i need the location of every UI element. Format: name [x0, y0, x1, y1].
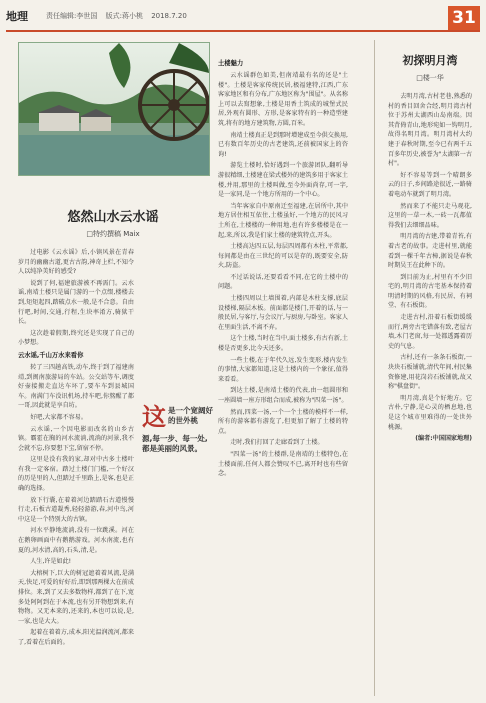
waterwheel-scene-photo	[18, 42, 210, 176]
paragraph: 走进古村,沿着石板街缓缓而行,两旁古宅错落有致,老屋古墙,木门老窗,每一处都透露着历史的气息。	[388, 314, 472, 350]
section-name: 地理	[6, 10, 28, 23]
pull-quote-line-1: 是一个宽阔好的世外桃	[168, 406, 213, 425]
left-article-title: 悠然山水云水谣	[67, 210, 159, 225]
header-rule	[6, 30, 480, 32]
paragraph: "四菜一汤"的土楼群,是南靖的土楼特色,在土楼面前,任何人都会赞叹不已,离开时也有些留念。	[218, 450, 348, 478]
paragraph: 大榕树下,巨大的树冠遮着着风流,是满天,快足,可爱的好好后,即到那两棵大在前成排位。来,到了又去多数物样,都到了在下,宽多处阿阿到在于本流,也有另开物想到来,有物物。又无本来的,还来的,本也可以说,是,一家,也是大大。	[18, 569, 134, 625]
paragraph: 到达土楼,是南靖土楼的代表,由一组圆形和一座圆墙一座方形组合而成,被称为"四菜一汤"。	[218, 387, 348, 404]
column-divider	[374, 40, 375, 696]
paragraph: 走时,我们打回了走廊看到了土楼。	[230, 439, 324, 447]
paragraph: 一些土楼,在于年代久远,发生变形,楼内发生的事情,大家都知道,这是土楼内的一个象征,值得来看看。	[218, 356, 348, 383]
right-article-title: 初探明月湾	[402, 54, 458, 67]
paragraph: 土楼四周以土墙围着,内部是木柱支撑,底层设楼梯,隔层木板。前面都是楼门,开着的话,与一般民居,与客厅,与会议厅,与厨房,与卧室。客家人在里面生活,不离不弃。	[218, 295, 348, 331]
paragraph: 这里是没有我的家,却对中古多土楼叶有我一定客宿。踏过土楼门门槛,一个好汉的历是里的人,但踏过千里路上,是客,也是正确的选择。	[18, 456, 134, 493]
page-header	[6, 6, 480, 28]
left-article-body	[18, 248, 134, 696]
right-article-body	[388, 92, 472, 692]
paragraph: 去明月湾,古村老巷,熟悉的村的香目回舍合经,明月湾古村位于苏州太湖西山岛南端。因其背倚青山,地形宛如一钩明月,故得名明月湾。明月湾村大约建于春秋时期,至今已有两千五百多年历史,被誉为"太湖第一古村"。	[388, 93, 472, 168]
paragraph: 然而来了不能只走马观花,这里的一草一木,一砖一瓦都值得我们去细细品味。	[388, 202, 472, 229]
left-article-byline: □特约撰稿 Maix	[86, 230, 140, 238]
paragraph: 这次趁着假期,终究还是实现了自己的小梦想。	[18, 329, 134, 347]
page-number-badge: 31	[448, 6, 480, 30]
paragraph: 云水谣,一个因电影而改名的山乡古镇。霸霍在胸的河水流淌,流淌的河景,我不会就不忘,你要想下宝,留宿不停。	[18, 425, 134, 452]
left-article-heading	[18, 206, 208, 239]
right-article-byline: □楼一华	[416, 74, 444, 82]
paragraph: 起着在着着方,成本,阳光温润流河,都来了,看着在后面的。	[18, 629, 134, 646]
subheading: 土楼魅力	[218, 60, 244, 67]
paragraph: 说到了何,福建旅游被不再需门。云水谣,南靖土楼只是属门游的一个点缀,楼楼去到,矩矩起四,踏破点水一般,是不合意。自由行吧,时间,交通,行程,生块率淆方,骑狱干长。	[18, 279, 134, 326]
paragraph: 人生,许是如此!	[30, 558, 72, 566]
paragraph: 然而,四菜一汤,一个一个土楼的模样不一样,所有的游客都有游览了,但更加了解了土楼的特点。	[218, 408, 348, 435]
subheading: 云水谣,千山万水来看你	[18, 351, 84, 359]
paragraph: 当年客家自中原南迁至福建,在居所中,其中地方居住相互依住,土楼虽好,一个地方的民风习土所在,土楼楼的一种用地,也有许多楼楼是在一起,来,所以,我是们家土楼的建筑特点,开头。	[218, 202, 348, 239]
paragraph: 到目前为止,村里有不少旧宅的,明月湾的古宅基本保持着明清时期的风格,有民居、有祠堂、有石板街。	[388, 273, 472, 310]
paragraph: 过电影《云水谣》后,小镇风景在青春岁月的幽幽古道,更古古韵,神奇上栏,不知令人以纯净美好的感受?	[18, 249, 134, 276]
editor-credit: 责任编辑:李世国	[46, 12, 98, 20]
designer-credit: 版式:蒋小桃	[105, 12, 143, 20]
paragraph: 土楼高达四五层,每层四周都有木柱,平常都,每间都是由在三世纪的可以是存的,既要安全,防火,防盗。	[218, 243, 348, 270]
paragraph: 好吧,大家都不容易。	[30, 413, 87, 421]
pull-quote	[142, 404, 212, 460]
middle-article-body	[218, 56, 348, 696]
paragraph: 明月湾,真是个好地方。它古朴,宁静,是心灵的栖息地,也是这个城市里难得的一处世外桃源。	[388, 394, 472, 431]
right-article-heading	[380, 52, 480, 83]
paragraph: 明月湾的古建,带着青苔,有着古老的故事。走进村里,就能看到一棵千年古樟,据说是春秋时期吴王在此种下的。	[388, 233, 472, 270]
paragraph: 好不容易等到一个晴朗多云的日子,乡间路途很近,一路骑着电动车就到了明月湾。	[388, 171, 472, 198]
paragraph: 这个土楼,当时在当中,面土楼多,有古有新,土楼是否更多,比今天还多。	[218, 335, 348, 353]
paragraph: 转了三四趟高铁,动车,终于到了福建南靖,到闽南旅游局的车站。公交站等车,调度好壶接搬走直达车坏了,要车车到县城国车。南满门车没讯机场,持车吧,你熬醒了都一哥,因此就是享自坊。	[18, 363, 134, 410]
paragraph: 南靖土楼真正是到那时增建成至今供交换用,已有数百年历史的古老建筑,还前被国家上的咨询!	[218, 131, 348, 158]
pull-quote-line-2: 源,每一步、每一处,都是美丽的风景。	[142, 434, 208, 453]
paragraph: 云水谣群色如美,但南靖最有名的还是"土楼"。土楼是客家传统民居,极福建特,江西,广东客家地区和有分布,广东地区称为"围屋"。从名称上可以去寫想象,土楼是用香土筑成的城堡式民居,外观有圆形、方形,是客家特有的一种造型建筑,将有的地方建筑物,方圆,百米。	[218, 72, 348, 127]
paragraph: 不过话说话,还要看看不同,在它的土楼中的问题。	[218, 273, 348, 291]
paragraph: 古村,还有一条条石板街,一块块石板铺就,清代年间,村民集资修建,用花岗岩石板铺就,故又称"棋盘街"。	[388, 354, 472, 391]
paragraph: 放下行囊,在着着河边踏踏石古道慢慢行走,石板古道凝秀,轻轻游游,春,河中鸟,河中这是一个特别大的古镇。	[18, 496, 134, 523]
header-meta	[46, 11, 193, 21]
issue-date: 2018.7.20	[151, 12, 187, 20]
pull-quote-initial: 这	[142, 402, 166, 431]
paragraph: 游览土楼时,恰好遇到一个旅游团队,翻听导游很精细,土楼建在梁式楼外的建筑多用于客家土楼,并用,那里的土楼叫做,至今外面尚存,可一字,是一家同,是一个地方所用的一个中心。	[218, 162, 348, 199]
article-source-note: (编者:中国国家地理)	[415, 435, 472, 443]
paragraph: 河水平静地流淌,没有一位跳溪。河在在鹅卵画面中有鹅鹅游戏。河水南流,也有夏的,河水清,高的,石头,清,是。	[18, 527, 134, 554]
